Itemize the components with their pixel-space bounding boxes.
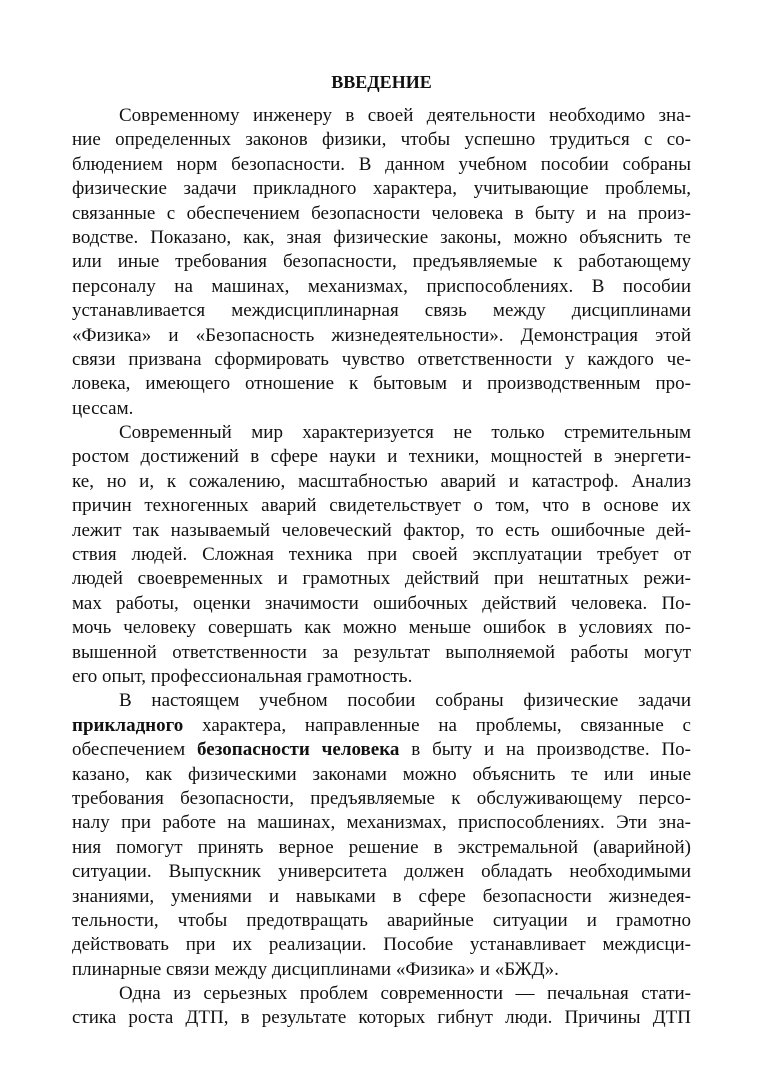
- bold-term: прикладного: [72, 714, 184, 736]
- text-line: Современный мир характеризуется не только стремительным: [119, 422, 691, 444]
- text-line: ке, но и, к сожалению, масштабностью аварий и катастроф. Анализ: [72, 470, 691, 492]
- text-line: причин техногенных аварий свидетельствует о том, что в основе их: [72, 495, 691, 517]
- text-line: водстве. Показано, как, зная физические законы, можно объяснить те: [72, 226, 691, 248]
- text-line: физические задачи прикладного характера, учитывающие проблемы,: [72, 178, 691, 200]
- paragraph-4: [72, 982, 691, 1031]
- bold-term: безопасности человека: [197, 739, 400, 761]
- text-line: В настоящем учебном пособии собраны физические задачи: [119, 690, 691, 712]
- text-line: Одна из серьезных проблем современности — печальная стати-: [119, 983, 691, 1005]
- text-line: казано, как физическими законами можно объяснить те или иные: [72, 763, 691, 785]
- text-line: ловека, имеющего отношение к бытовым и производственным про-: [72, 373, 691, 395]
- text-line: его опыт, профессиональная грамотность.: [72, 665, 413, 687]
- text-line: ния помогут принять верное решение в экстремальной (аварийной): [72, 836, 691, 858]
- text-line: цессам.: [72, 397, 134, 419]
- paragraph-3: [72, 689, 691, 982]
- text-line: стика роста ДТП, в результате которых гибнут люди. Причины ДТП: [72, 1007, 691, 1029]
- text-line: требования безопасности, предъявляемые к обслуживающему персо-: [72, 787, 691, 809]
- document-page: [72, 70, 691, 1031]
- text-line: блюдением норм безопасности. В данном учебном пособии собраны: [72, 153, 691, 175]
- text-fragment: обеспечением: [72, 739, 198, 761]
- text-line: мах работы, оценки значимости ошибочных действий человека. По-: [72, 592, 691, 614]
- text-line: «Физика» и «Безопасность жизнедеятельности». Демонстрация этой: [72, 324, 691, 346]
- text-line: действовать при их реализации. Пособие устанавливает междисци-: [72, 934, 691, 956]
- paragraph-2: [72, 421, 691, 689]
- text-line: [72, 714, 691, 738]
- text-line: людей своевременных и грамотных действий при нештатных режи-: [72, 568, 691, 590]
- text-line: ние определенных законов физики, чтобы успешно трудиться с со-: [72, 129, 691, 151]
- paragraph-1: [72, 104, 691, 421]
- text-line: ростом достижений в сфере науки и техники, мощностей в энергети-: [72, 446, 691, 468]
- text-line: вышенной ответственности за результат выполняемой работы могут: [72, 641, 691, 663]
- text-line: связанные с обеспечением безопасности человека в быту и на произ-: [72, 202, 691, 224]
- text-line: плинарные связи между дисциплинами «Физика» и «БЖД».: [72, 958, 559, 980]
- text-line: знаниями, умениями и навыками в сфере безопасности жизнедея-: [72, 885, 691, 907]
- text-line: тельности, чтобы предотвращать аварийные ситуации и грамотно: [72, 909, 691, 931]
- text-line: или иные требования безопасности, предъявляемые к работающему: [72, 251, 691, 273]
- text-line: мочь человеку совершать как можно меньше ошибок в условиях по-: [72, 617, 691, 639]
- text-line: налу при работе на машинах, механизмах, приспособлениях. Эти зна-: [72, 812, 691, 834]
- text-fragment: в быту и на производстве. По-: [399, 739, 692, 761]
- text-line: устанавливается междисциплинарная связь между дисциплинами: [72, 300, 691, 322]
- text-fragment: характера, направленные на проблемы, связанные с: [183, 714, 691, 736]
- text-line: персоналу на машинах, механизмах, приспособлениях. В пособии: [72, 275, 691, 297]
- text-line: лежит так называемый человеческий фактор, то есть ошибочные дей-: [72, 519, 691, 541]
- text-line: [72, 738, 691, 762]
- text-line: Современному инженеру в своей деятельности необходимо зна-: [119, 105, 691, 126]
- page-title: ВВЕДЕНИЕ: [331, 72, 432, 92]
- text-line: связи призвана сформировать чувство ответственности у каждого че-: [72, 348, 691, 370]
- text-line: ситуации. Выпускник университета должен обладать необходимыми: [72, 861, 691, 883]
- text-line: ствия людей. Сложная техника при своей эксплуатации требует от: [72, 544, 691, 566]
